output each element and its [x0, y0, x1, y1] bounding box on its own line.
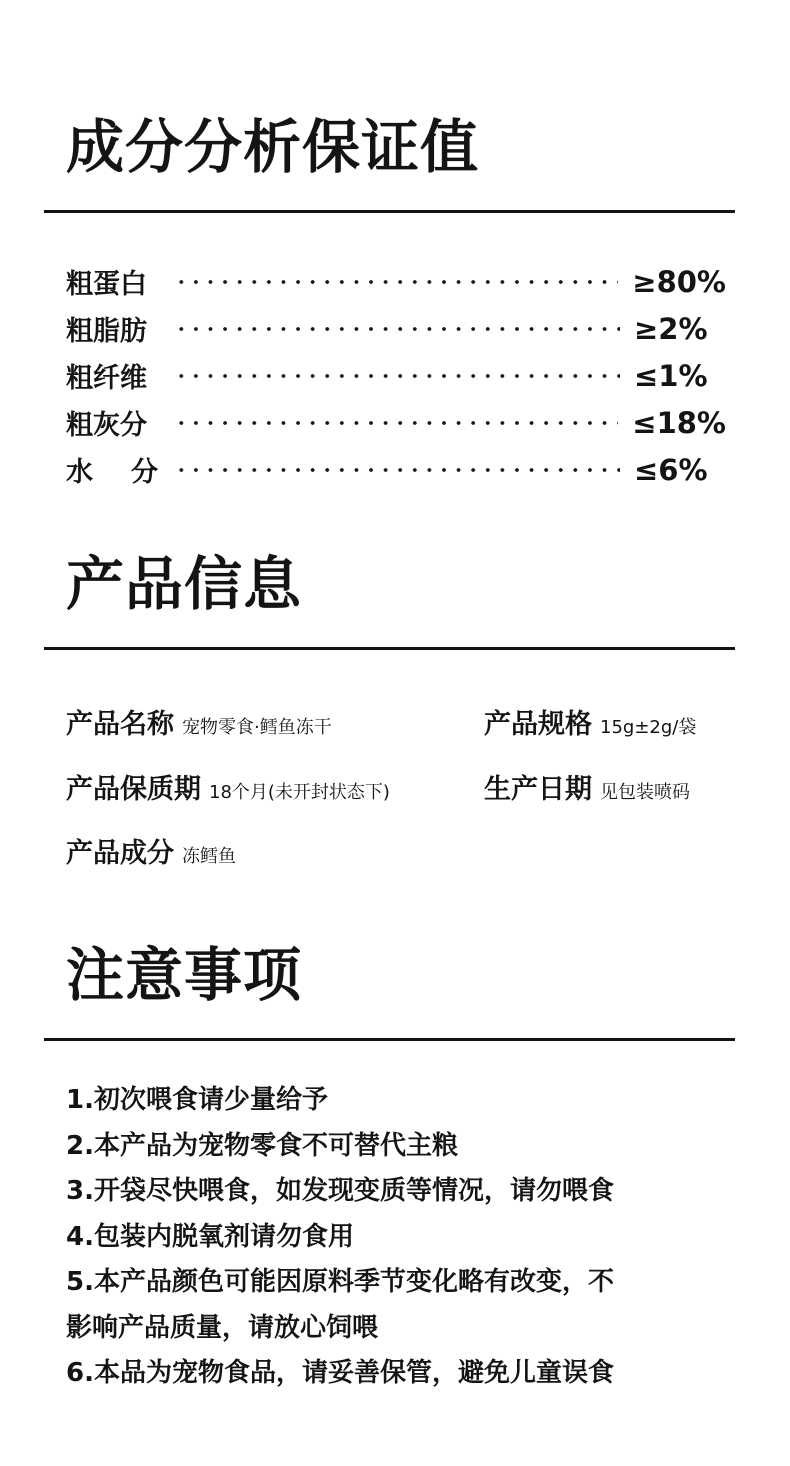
notes-title: 注意事项	[66, 941, 303, 1009]
notes-list	[66, 1078, 746, 1397]
dotted-leader	[174, 468, 620, 472]
note-line: 3.开袋尽快喂食，如发现变质等情况，请勿喂食	[66, 1176, 614, 1206]
info-value: 见包装喷码	[600, 782, 690, 803]
analysis-value: ≤6%	[634, 452, 708, 487]
info-value: 15g±2g/袋	[600, 717, 697, 738]
info-divider	[44, 647, 735, 650]
analysis-row-ash	[66, 399, 726, 446]
analysis-value: ≥80%	[632, 264, 726, 299]
analysis-label: 水 分	[66, 457, 158, 488]
analysis-title: 成分分析保证值	[66, 113, 480, 181]
analysis-value: ≤1%	[634, 358, 708, 393]
note-line: 1.初次喂食请少量给予	[66, 1085, 328, 1115]
analysis-row-fiber	[66, 352, 726, 399]
dotted-leader	[174, 374, 620, 378]
analysis-value: ≤18%	[632, 405, 726, 440]
info-value: 宠物零食·鳕鱼冻干	[182, 717, 332, 738]
notes-divider	[44, 1038, 735, 1041]
analysis-divider	[44, 210, 735, 213]
info-ingredients	[66, 831, 236, 870]
info-value: 冻鳕鱼	[182, 846, 236, 867]
analysis-label: 粗脂肪	[66, 316, 147, 347]
info-key: 生产日期	[484, 774, 592, 805]
info-key: 产品规格	[484, 709, 592, 740]
info-product-spec	[484, 702, 696, 741]
info-title: 产品信息	[66, 550, 303, 618]
info-key: 产品保质期	[66, 774, 201, 805]
note-line: 影响产品质量，请放心饲喂	[66, 1312, 379, 1343]
analysis-value: ≥2%	[634, 311, 708, 346]
note-line: 4.包装内脱氧剂请勿食用	[66, 1221, 354, 1252]
analysis-row-protein	[66, 258, 726, 305]
info-product-name	[66, 702, 332, 741]
note-line: 5.本产品颜色可能因原料季节变化略有改变，不	[66, 1267, 614, 1297]
analysis-label: 粗蛋白	[66, 269, 147, 300]
dotted-leader	[174, 327, 620, 331]
info-production-date	[484, 767, 690, 806]
analysis-row-fat	[66, 305, 726, 352]
dotted-leader	[174, 280, 619, 284]
info-shelf-life	[66, 767, 390, 806]
analysis-table	[66, 258, 726, 493]
analysis-row-moisture	[66, 446, 726, 493]
info-key: 产品名称	[66, 709, 174, 740]
info-key: 产品成分	[66, 838, 174, 869]
note-line: 6.本品为宠物食品，请妥善保管，避免儿童误食	[66, 1358, 614, 1388]
analysis-label: 粗纤维	[66, 363, 147, 394]
analysis-label: 粗灰分	[66, 410, 147, 441]
note-line: 2.本产品为宠物零食不可替代主粮	[66, 1130, 458, 1161]
info-value: 18个月(未开封状态下)	[209, 782, 390, 803]
dotted-leader	[174, 421, 619, 425]
